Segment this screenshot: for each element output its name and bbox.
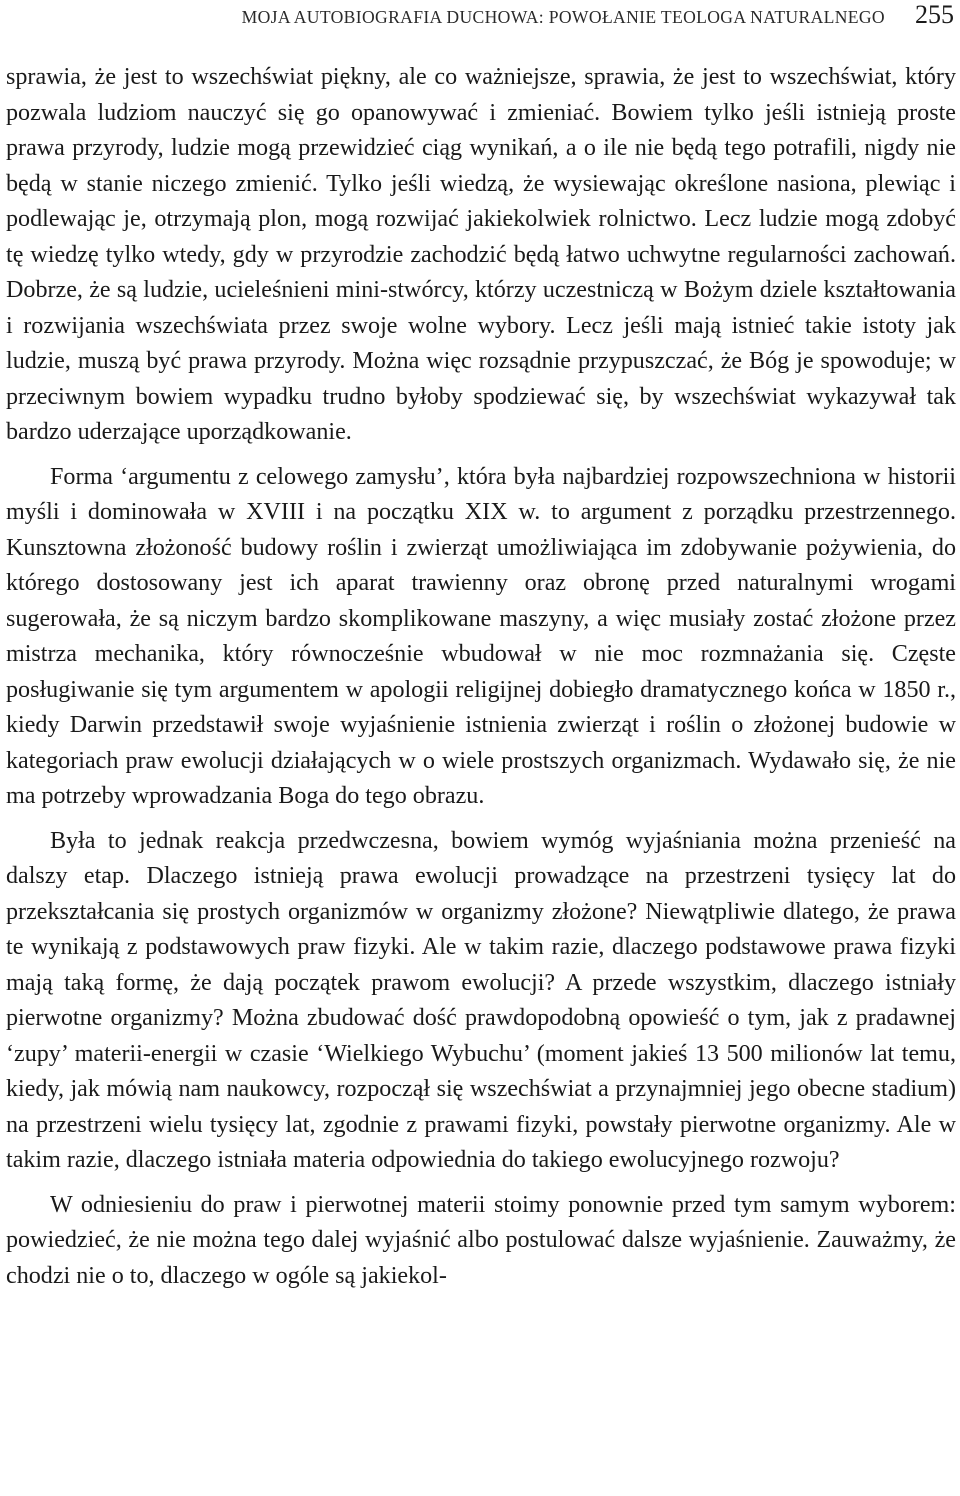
paragraph-3: Była to jednak reakcja przedwczesna, bowiem wymóg wyjaśniania można przenieść na dalszy etap. Dlaczego istnieją prawa ewolucji prowadzące na przestrzeni tysięcy lat do przekształcania się prostych organizmów w organizmy złożone? Niewątpliwie dlatego, że prawa te wynikają z podstawowych praw fizyki. Ale w takim razie, dlaczego podstawowe prawa fizyki mają taką formę, że dają początek prawom ewolucji? A przede wszystkim, dlaczego istniały pierwotne organizmy? Można zbudować dość prawdopodobną opowieść o tym, jak z pradawnej ‘zupy’ materii-energii w czasie ‘Wielkiego Wybuchu’ (moment jakieś 13 500 milionów lat temu, kiedy, jak mówią nam naukowcy, rozpoczął się wszechświat a przynajmniej jego obecne stadium) na przestrzeni wielu tysięcy lat, zgodnie z prawami fizyki, powstały pierwotne organizmy. Ale w takim razie, dlaczego istniała materia odpowiednia do takiego ewolucyjnego rozwoju?	[6, 827, 956, 1173]
paragraph-2: Forma ‘argumentu z celowego zamysłu’, która była najbardziej rozpowszechniona w historii myśli i dominowała w XVIII i na początku XIX w. to argument z porządku przestrzennego. Kunsztowna złożoność budowy roślin i zwierząt umożliwiająca im zdobywanie pożywienia, do którego dostosowany jest ich aparat trawienny oraz obronę przed naturalnymi wrogami sugerowała, że są niczym bardzo skomplikowane maszyny, a więc musiały zostać złożone przez mistrza mechanika, który równocześnie wbudował w nie moc rozmnażania się. Częste posługiwanie się tym argumentem w apologii religijnej dobiegło dramatycznego końca w 1850 r., kiedy Darwin przedstawił swoje wyjaśnienie istnienia zwierząt i roślin o złożonej budowie w kategoriach praw ewolucji działających w o wiele prostszych organizmach. Wydawało się, że nie ma potrzeby wprowadzania Boga do tego obrazu.	[6, 463, 956, 809]
page-number: 255	[915, 0, 954, 29]
body-text	[6, 60, 956, 1294]
page-header	[6, 0, 954, 32]
running-title: MOJA AUTOBIOGRAFIA DUCHOWA: POWOŁANIE TEOLOGA NATURALNEGO	[241, 7, 885, 27]
paragraph-4: W odniesieniu do praw i pierwotnej materii stoimy ponownie przed tym samym wyborem: powiedzieć, że nie można tego dalej wyjaśnić albo postulować dalsze wyjaśnienie. Zauważmy, że chodzi nie o to, dlaczego w ogóle są jakiekol-	[6, 1191, 956, 1289]
paragraph-1: sprawia, że jest to wszechświat piękny, ale co ważniejsze, sprawia, że jest to wszechświat, który pozwala ludziom nauczyć się go opanowywać i zmieniać. Bowiem tylko jeśli istnieją proste prawa przyrody, ludzie mogą przewidzieć ciąg wynikań, a o ile nie będą tego potrafili, nigdy nie będą w stanie niczego zmienić. Tylko jeśli wiedzą, że wysiewając określone nasiona, plewiąc i podlewając je, otrzymają plon, mogą rozwijać jakiekolwiek rolnictwo. Lecz ludzie mogą zdobyć tę wiedzę tylko wtedy, gdy w przyrodzie zachodzić będą łatwo uchwytne regularności zachowań. Dobrze, że są ludzie, ucieleśnieni mini-stwórcy, którzy uczestniczą w Bożym dziele kształtowania i rozwijania wszechświata przez swoje wolne wybory. Lecz jeśli mają istnieć takie istoty jak ludzie, muszą być prawa przyrody. Można więc rozsądnie przypuszczać, że Bóg je spowoduje; w przeciwnym bowiem wypadku trudno byłoby spodziewać się, by wszechświat wykazywał tak bardzo uderzające uporządkowanie.	[6, 64, 956, 445]
